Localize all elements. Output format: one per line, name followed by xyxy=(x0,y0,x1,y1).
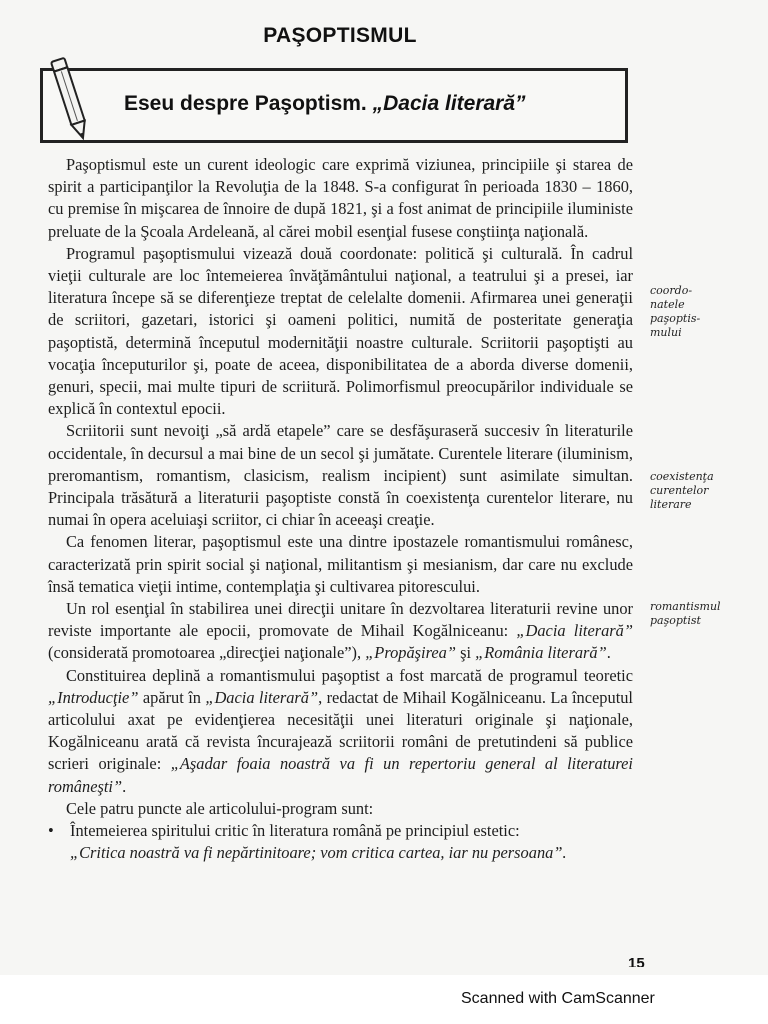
essay-title xyxy=(124,92,624,116)
paragraph-6-end: . xyxy=(122,776,127,796)
essay-title-main: Eseu despre Paşoptism. xyxy=(124,92,373,115)
margin-note-line: paşoptist xyxy=(650,614,701,627)
essay-body xyxy=(48,154,633,865)
introductie-quote: „Aşadar foaia noastră va fi un repertoriu general al literaturei româneşti” xyxy=(48,754,633,796)
paragraph-5 xyxy=(48,598,633,665)
margin-note-line: paşoptis- xyxy=(650,312,701,325)
essay-title-quote: „Dacia literară” xyxy=(372,92,526,115)
paragraph-6-mid1: apărut în xyxy=(138,687,206,707)
margin-note-line: coexistenţa xyxy=(650,470,714,483)
margin-note-line: natele xyxy=(650,298,685,311)
paragraph-3: Scriitorii sunt nevoiţi „să ardă etapele” care se desfăşuraseră succesiv în literaturile occidentale, în decursul a mai bine de un secol şi jumătate. Curentele literare (iluminism, preromantism, romantism, clasicism, realism incipient) sunt asimilate simultan. Principala trăsătură a literaturii paşoptiste constă în coexistenţa curentelor literare, nu numai în opera aceluiaşi scriitor, ci chiar în aceeaşi creaţie. xyxy=(48,421,633,530)
introductie-title: „Introducţie” xyxy=(48,687,139,707)
bullet-dot: • xyxy=(48,821,54,841)
margin-note-coexistenta xyxy=(650,470,714,512)
dacia-literara-title-2: „Dacia literară” xyxy=(205,687,319,707)
scanner-watermark: Scanned with CamScanner xyxy=(461,990,655,1007)
running-title: PAŞOPTISMUL xyxy=(263,24,417,47)
paragraph-6-lead: Constituirea deplină a romantismului paşoptist a fost marcată de programul teoretic xyxy=(66,665,633,685)
margin-note-line: coordo- xyxy=(650,284,693,297)
paragraph-5-end: . xyxy=(606,643,611,663)
propasirea-title: „Propăşirea” xyxy=(365,643,456,663)
paragraph-7: Cele patru puncte ale articolului-program sunt: xyxy=(66,798,374,818)
pencil-icon xyxy=(50,54,90,142)
margin-note-line: literare xyxy=(650,498,692,511)
paragraph-6-mid2: , redactat de Mihail Kogălniceanu. La începutul articolului axat pe evidenţierea necesităţii unei literaturi originale şi naţionale, Kogălniceanu arată că revista încurajează scriitorii români de pretutindeni să publice scrieri originale: xyxy=(48,687,633,774)
paragraph-4: Ca fenomen literar, paşoptismul este una dintre ipostazele romantismului românesc, caracterizată prin spirit social şi naţional, militantism şi mesianism, dar care nu exclude însă tematica vieţii intime, contemplaţia şi cultivarea pitorescului. xyxy=(48,532,633,596)
paragraph-5-lead: Un rol esenţial în stabilirea unei direcţii unitare în dezvoltarea literaturii revine unor reviste importante ale epocii, promovate de Mihail Kogălniceanu: xyxy=(48,599,633,641)
paragraph-1: Paşoptismul este un curent ideologic care exprimă viziunea, principiile şi starea de spirit a participanţilor la Revoluţia de la 1848. S-a configurat în perioada 1830 – 1860, cu premise în mişcarea de înnoire de după 1821, şi a fost animat de principiile iluministe preluate de la Şcoala Ardeleană, al cărei mobil esenţial fusese conştiinţa naţională. xyxy=(48,155,633,241)
paragraph-5-mid: (considerată promotoarea „direcţiei naţionale”), xyxy=(48,643,366,663)
program-point-1 xyxy=(48,820,633,864)
paragraph-2: Programul paşoptismului vizează două coordonate: politică şi culturală. În cadrul vieţii culturale are loc întemeierea învăţământului naţional, a teatrului şi a presei, iar literatura începe să se diferenţieze treptat de celelalte domenii. Afirmarea unei generaţii de scriitori, gazetari, istorici şi oameni politici, numită de posteritate generaţia paşoptistă, determină începutul modernităţii noastre culturale. Scriitorii paşoptişti au vocaţia începuturilor şi, poate de aceea, disponibilitatea de a aborda diverse domenii, genuri, specii, mai multe tipuri de scriitură. Polimorfismul preocupărilor individuale se explică în contextul epocii. xyxy=(48,243,633,419)
margin-note-coordonate xyxy=(650,284,700,340)
program-point-text xyxy=(70,820,633,864)
paragraph-6 xyxy=(48,665,633,798)
paragraph-5-and: şi xyxy=(455,643,476,663)
romania-literara-title: „România literară” xyxy=(475,643,607,663)
page-number: 15 xyxy=(628,955,645,967)
program-point-1-quote: „Critica noastră va fi nepărtinitoare; vom critica cartea, iar nu persoana”. xyxy=(70,843,567,863)
program-point-1-text: Întemeierea spiritului critic în literatura română pe principiul estetic: xyxy=(70,821,520,841)
margin-note-line: mului xyxy=(650,326,682,339)
margin-note-romantismul xyxy=(650,600,721,628)
dacia-literara-title: „Dacia literară” xyxy=(516,621,633,641)
margin-note-line: romantismul xyxy=(650,600,721,613)
margin-note-line: curentelor xyxy=(650,484,709,497)
